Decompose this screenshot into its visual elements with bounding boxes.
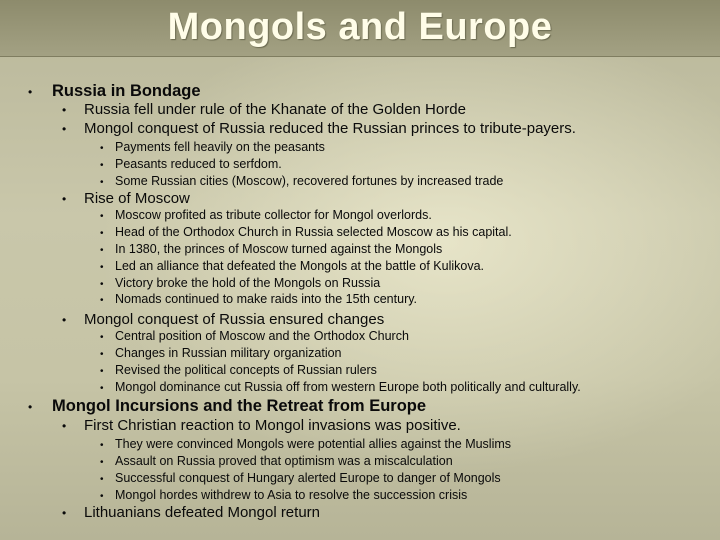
slide-title: Mongols and Europe [167, 6, 553, 48]
bullet-marker: • [100, 366, 104, 377]
bullet-marker: • [62, 419, 67, 433]
bullet-marker: • [100, 143, 104, 154]
bullet-marker: • [100, 349, 104, 360]
detail-text: Head of the Orthodox Church in Russia selected Moscow as his capital. [115, 225, 512, 239]
bullet-marker: • [100, 383, 104, 394]
bullet-marker: • [100, 160, 104, 171]
subpoint-text: Lithuanians defeated Mongol return [84, 504, 321, 521]
bullet-marker: • [62, 506, 67, 520]
subpoint-text: Mongol conquest of Russia reduced the Russian princes to tribute-payers. [84, 120, 576, 137]
bullet-marker: • [62, 313, 67, 327]
bullet-marker: • [100, 245, 104, 256]
detail-text: Led an alliance that defeated the Mongols at the battle of Kulikova. [115, 259, 485, 273]
bullet-marker: • [100, 262, 104, 273]
detail-text: They were convinced Mongols were potential allies against the Muslims [115, 437, 512, 451]
detail-text: Successful conquest of Hungary alerted Europe to danger of Mongols [115, 471, 501, 485]
section-heading: Mongol Incursions and the Retreat from Europe [52, 397, 427, 415]
detail-text: In 1380, the princes of Moscow turned against the Mongols [115, 242, 443, 256]
bullet-marker: • [28, 400, 33, 414]
detail-text: Mongol hordes withdrew to Asia to resolve the succession crisis [115, 488, 468, 502]
detail-text: Central position of Moscow and the Orthodox Church [115, 329, 409, 343]
bullet-marker: • [100, 440, 104, 451]
bullet-marker: • [62, 122, 67, 136]
section-heading: Russia in Bondage [52, 82, 201, 100]
subpoint-text: First Christian reaction to Mongol invasions was positive. [84, 417, 461, 434]
bullet-marker: • [100, 457, 104, 468]
bullet-marker: • [100, 177, 104, 188]
bullet-marker: • [62, 192, 67, 206]
subpoint-text: Russia fell under rule of the Khanate of the Golden Horde [84, 101, 466, 118]
detail-text: Some Russian cities (Moscow), recovered fortunes by increased trade [115, 174, 504, 188]
detail-text: Mongol dominance cut Russia off from western Europe both politically and culturally. [115, 380, 581, 394]
detail-text: Moscow profited as tribute collector for Mongol overlords. [115, 208, 432, 222]
bullet-marker: • [100, 295, 104, 306]
bullet-marker: • [100, 211, 104, 222]
detail-text: Revised the political concepts of Russian rulers [115, 363, 377, 377]
detail-text: Victory broke the hold of the Mongols on Russia [115, 276, 381, 290]
detail-text: Payments fell heavily on the peasants [115, 140, 325, 154]
detail-text: Changes in Russian military organization [115, 346, 342, 360]
detail-text: Peasants reduced to serfdom. [115, 157, 282, 171]
bullet-marker: • [28, 85, 33, 99]
detail-text: Nomads continued to make raids into the 15th century. [115, 292, 418, 306]
bullet-marker: • [100, 279, 104, 290]
bullet-marker: • [100, 228, 104, 239]
bullet-marker: • [100, 491, 104, 502]
bullet-marker: • [100, 474, 104, 485]
subpoint-text: Rise of Moscow [84, 190, 190, 207]
subpoint-text: Mongol conquest of Russia ensured changes [84, 311, 385, 328]
detail-text: Assault on Russia proved that optimism was a miscalculation [115, 454, 453, 468]
bullet-marker: • [100, 332, 104, 343]
bullet-marker: • [62, 103, 67, 117]
